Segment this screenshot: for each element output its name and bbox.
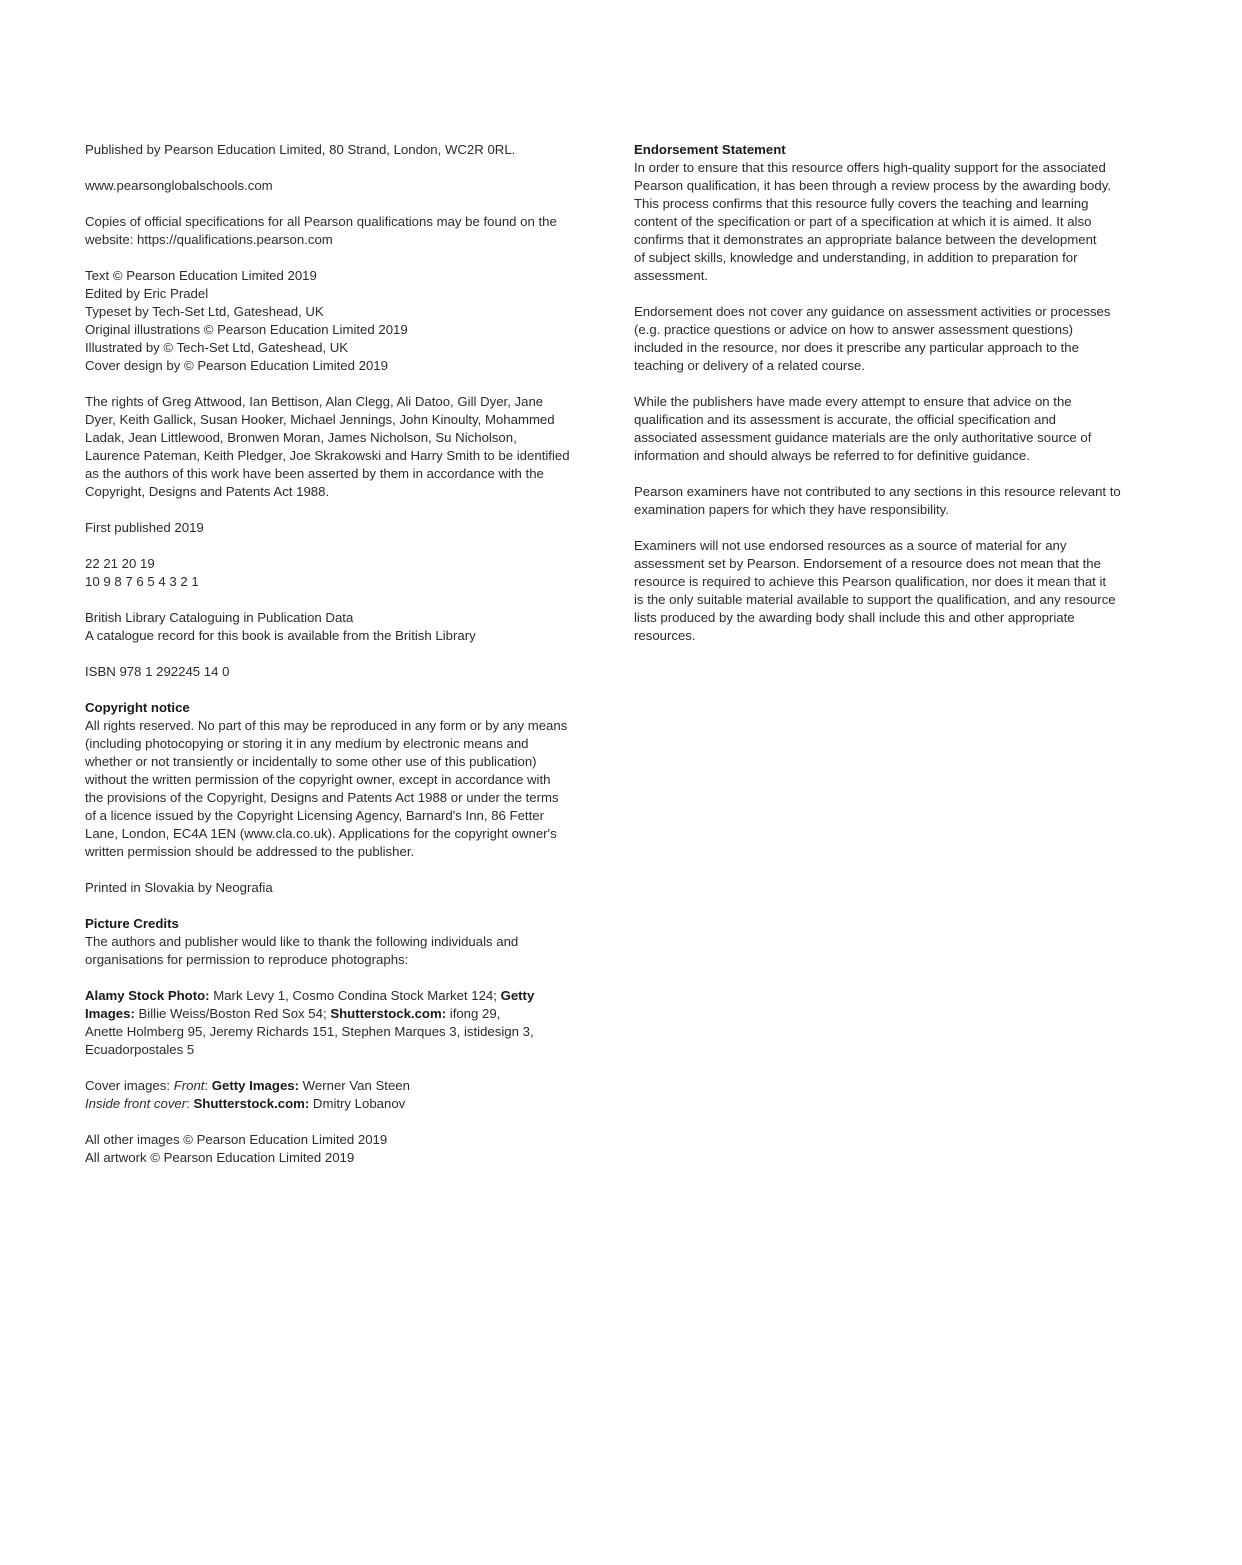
copyright-line: All rights reserved. No part of this may be reproduced in any form or by any means [85,718,568,733]
cover-front-label: Front [173,1078,205,1093]
picture-credits-intro-2: organisations for permission to reproduce photographs: [85,952,409,967]
alamy-credits: Mark Levy 1, Cosmo Condina Stock Market 124; [209,988,501,1003]
specifications-line-1: Copies of official specifications for all Pearson qualifications may be found on the [85,214,557,229]
resources-line: assessment set by Pearson. Endorsement of a resource does not mean that the [634,556,1101,571]
print-years: 22 21 20 19 [85,556,155,571]
print-line [85,555,610,591]
endorsement-accuracy [634,393,1164,465]
endorsement-line: confirms that it demonstrates an appropriate balance between the development [634,232,1097,247]
endorsement-examiners [634,483,1164,519]
endorsement-line: This process confirms that this resource fully covers the teaching and learning [634,196,1089,211]
rights-line: Copyright, Designs and Patents Act 1988. [85,484,330,499]
website-line [85,177,610,195]
copyright-line: Lane, London, EC4A 1EN (www.cla.co.uk). Applications for the copyright owner's [85,826,557,841]
copyright-notice [85,699,610,861]
printed-text: Printed in Slovakia by Neografia [85,880,273,895]
endorsement-intro [634,141,1164,285]
endorsement-scope [634,303,1164,375]
rights-line: Laurence Pateman, Keith Pledger, Joe Skrakowski and Harry Smith to be identified [85,448,570,463]
cover-separator: : [204,1078,212,1093]
cover-source-getty: Getty Images: [211,1078,300,1093]
cover-separator: : [186,1096,194,1111]
cataloguing-title: British Library Cataloguing in Publication Data [85,610,354,625]
copyright-line: the provisions of the Copyright, Designs and Patents Act 1988 or under the terms [85,790,559,805]
publisher-line [85,141,610,159]
endorsement-line: of subject skills, knowledge and understanding, in addition to preparation for [634,250,1078,265]
source-shutterstock: Shutterstock.com: [330,1006,447,1021]
photo-credit-line-1 [85,987,610,1005]
endorsement-line: Pearson qualification, it has been through a review process by the awarding body. [634,178,1111,193]
specifications-line-2: website: https://qualifications.pearson.com [85,232,333,247]
cover-inside-label: Inside front cover [85,1096,187,1111]
source-getty-part-1: Getty [500,988,535,1003]
scope-line: Endorsement does not cover any guidance on assessment activities or processes [634,304,1111,319]
copyright-heading: Copyright notice [85,700,190,715]
copyright-line: without the written permission of the copyright owner, except in accordance with [85,772,551,787]
source-alamy: Alamy Stock Photo: [85,988,210,1003]
source-getty-part-2: Images: [85,1006,135,1021]
print-numbers: 10 9 8 7 6 5 4 3 2 1 [85,574,199,589]
isbn-line [85,663,610,681]
right-column [634,141,1164,663]
examiners-line: examination papers for which they have responsibility. [634,502,949,517]
picture-credits-heading: Picture Credits [85,916,179,931]
picture-credits-intro-1: The authors and publisher would like to thank the following individuals and [85,934,519,949]
left-column [85,141,610,1185]
examiners-line: Pearson examiners have not contributed to any sections in this resource relevant to [634,484,1121,499]
other-images-text: All other images © Pearson Education Limited 2019 [85,1132,388,1147]
credit-line: Edited by Eric Pradel [85,286,209,301]
endorsement-resources [634,537,1164,645]
credit-line: Typeset by Tech-Set Ltd, Gateshead, UK [85,304,324,319]
accuracy-line: information and should always be referred to for definitive guidance. [634,448,1030,463]
first-published-text: First published 2019 [85,520,204,535]
photo-credit-line-4: Ecuadorpostales 5 [85,1042,195,1057]
rights-line: The rights of Greg Attwood, Ian Bettison, Alan Clegg, Ali Datoo, Gill Dyer, Jane [85,394,544,409]
cover-inside-line [85,1095,610,1113]
other-credits [85,1131,610,1167]
endorsement-line: content of the specification or part of a specification at which it is aimed. It also [634,214,1092,229]
resources-line: Examiners will not use endorsed resources as a source of material for any [634,538,1067,553]
cover-label: Cover images: [85,1078,174,1093]
rights-line: Ladak, Jean Littlewood, Bronwen Moran, James Nicholson, Su Nicholson, [85,430,517,445]
specifications-note [85,213,610,249]
photo-credit-line-3: Anette Holmberg 95, Jeremy Richards 151, Stephen Marques 3, istidesign 3, [85,1024,534,1039]
artwork-text: All artwork © Pearson Education Limited 2019 [85,1150,355,1165]
credit-line: Original illustrations © Pearson Education Limited 2019 [85,322,408,337]
getty-credits: Billie Weiss/Boston Red Sox 54; [134,1006,331,1021]
credit-line: Cover design by © Pearson Education Limited 2019 [85,358,388,373]
website-link[interactable]: www.pearsonglobalschools.com [85,178,273,193]
cataloguing-text: A catalogue record for this book is available from the British Library [85,628,476,643]
scope-line: included in the resource, nor does it prescribe any particular approach to the [634,340,1079,355]
endorsement-line: assessment. [634,268,709,283]
author-rights [85,393,610,501]
accuracy-line: qualification and its assessment is accurate, the official specification and [634,412,1056,427]
copyright-line: whether or not transiently or incidentally to some other use of this publication) [85,754,537,769]
accuracy-line: While the publishers have made every attempt to ensure that advice on the [634,394,1072,409]
production-credits [85,267,610,375]
copyright-line: of a licence issued by the Copyright Licensing Agency, Barnard's Inn, 86 Fetter [85,808,544,823]
cataloguing-data [85,609,610,645]
cover-shutterstock-credit: Dmitry Lobanov [309,1096,406,1111]
resources-line: lists produced by the awarding body shall include this and other appropriate [634,610,1075,625]
scope-line: (e.g. practice questions or advice on how to answer assessment questions) [634,322,1074,337]
accuracy-line: associated assessment guidance materials are the only authoritative source of [634,430,1092,445]
copyright-line: (including photocopying or storing it in any medium by electronic means and [85,736,529,751]
cover-source-shutterstock: Shutterstock.com: [193,1096,310,1111]
rights-line: as the authors of this work have been asserted by them in accordance with the [85,466,544,481]
resources-line: is the only suitable material available to support the qualification, and any resource [634,592,1116,607]
resources-line: resources. [634,628,696,643]
resources-line: resource is required to achieve this Pearson qualification, nor does it mean that it [634,574,1107,589]
shutterstock-credits: ifong 29, [446,1006,501,1021]
printed-line [85,879,610,897]
rights-line: Dyer, Keith Gallick, Susan Hooker, Michael Jennings, John Kinoulty, Mohammed [85,412,555,427]
cover-front-line [85,1077,610,1095]
cover-getty-credit: Werner Van Steen [299,1078,410,1093]
credit-line: Text © Pearson Education Limited 2019 [85,268,317,283]
photo-credits-list [85,987,610,1059]
picture-credits [85,915,610,969]
scope-line: teaching or delivery of a related course. [634,358,865,373]
copyright-line: written permission should be addressed to the publisher. [85,844,415,859]
endorsement-heading: Endorsement Statement [634,142,786,157]
publisher-text: Published by Pearson Education Limited, 80 Strand, London, WC2R 0RL. [85,142,516,157]
photo-credit-line-2 [85,1005,610,1023]
isbn-text: ISBN 978 1 292245 14 0 [85,664,230,679]
first-published [85,519,610,537]
cover-images [85,1077,610,1113]
credit-line: Illustrated by © Tech-Set Ltd, Gateshead, UK [85,340,349,355]
endorsement-line: In order to ensure that this resource offers high-quality support for the associated [634,160,1106,175]
